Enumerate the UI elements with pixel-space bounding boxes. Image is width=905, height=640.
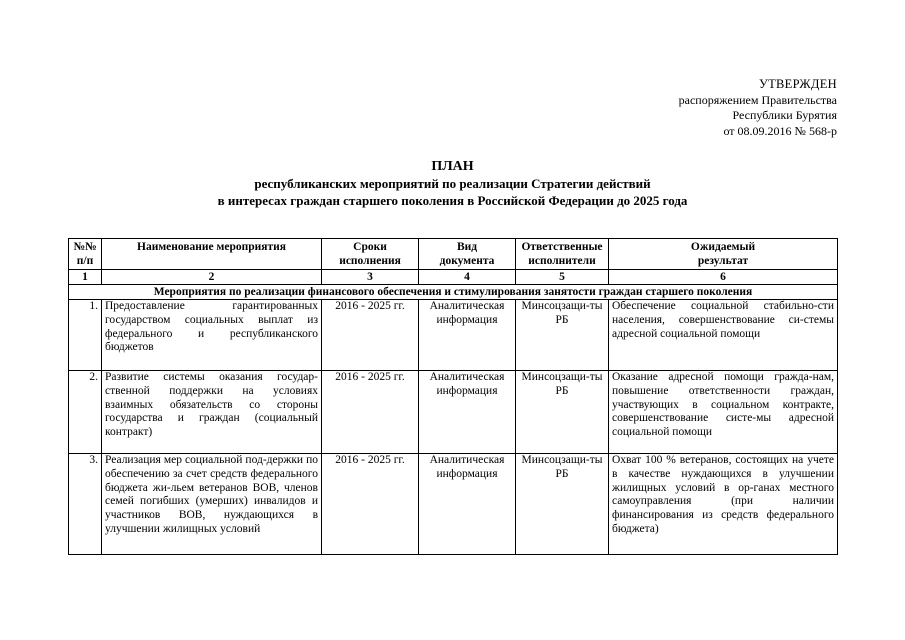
- section-row: [69, 285, 838, 300]
- header-result-line: Ожидаемый: [690, 241, 756, 253]
- approval-line: распоряжением Правительства: [678, 92, 837, 107]
- row-number: 2.: [69, 371, 102, 454]
- row-number: 1.: [69, 300, 102, 371]
- header-resp-line: Ответственные: [521, 241, 603, 253]
- column-number: 5: [516, 270, 609, 285]
- header-num: [69, 239, 102, 270]
- table-row: [69, 454, 838, 555]
- table-header-row: [69, 239, 838, 270]
- row-name: Предоставление гарантированных государством социальных выплат из федерального и республиканского бюджетов: [102, 300, 322, 371]
- row-name: Реализация мер социальной под-держки по обеспечению за счет средств федерального бюджета жи-льем ветеранов ВОВ, членов семей погибших (умерших) инвалидов и участников ВОВ, нуждающихся в улучшении жилищных условий: [102, 454, 322, 555]
- column-number: 4: [419, 270, 516, 285]
- row-term: 2016 - 2025 гг.: [322, 454, 419, 555]
- header-name: [102, 239, 322, 270]
- header-result-line: результат: [697, 254, 749, 267]
- document-subtitle: в интересах граждан старшего поколения в Российской Федерации до 2025 года: [217, 193, 688, 208]
- column-number: 3: [322, 270, 419, 285]
- approval-title: УТВЕРЖДЕН: [758, 77, 837, 91]
- row-responsible: Минсоцзащи-ты РБ: [516, 454, 609, 555]
- row-term: 2016 - 2025 гг.: [322, 300, 419, 371]
- header-term: [322, 239, 419, 270]
- row-responsible: Минсоцзащи-ты РБ: [516, 300, 609, 371]
- approval-date: от 08.09.2016 № 568-р: [723, 123, 837, 138]
- header-name-text: Наименование мероприятия: [137, 241, 286, 253]
- header-doc: [419, 239, 516, 270]
- row-doc: Аналитическая информация: [419, 300, 516, 371]
- row-result: Обеспечение социальной стабильно-сти населения, совершенствование си-стемы адресной социальной помощи: [609, 300, 838, 371]
- approval-stamp: [679, 77, 837, 139]
- section-title: Мероприятия по реализации финансового обеспечения и стимулирования занятости граждан старшего поколения: [69, 285, 838, 300]
- document-heading: [0, 158, 905, 209]
- header-num-line: п/п: [76, 254, 94, 267]
- row-result: Охват 100 % ветеранов, состоящих на учете в качестве нуждающихся в улучшении жилищных условий в ор-ганах местного самоуправления (при наличии финансирования из средств федерального бюджета): [609, 454, 838, 555]
- column-number: 2: [102, 270, 322, 285]
- header-num-line: №№: [73, 241, 97, 253]
- header-doc-line: Вид: [456, 241, 478, 253]
- row-term: 2016 - 2025 гг.: [322, 371, 419, 454]
- table-row: [69, 371, 838, 454]
- row-doc: Аналитическая информация: [419, 371, 516, 454]
- column-number: 1: [69, 270, 102, 285]
- approval-line: Республики Бурятия: [732, 108, 837, 122]
- column-number: 6: [609, 270, 838, 285]
- header-term-line: Сроки: [353, 241, 387, 253]
- document-title: ПЛАН: [431, 159, 474, 174]
- plan-table: [68, 238, 838, 555]
- row-doc: Аналитическая информация: [419, 454, 516, 555]
- header-result: [609, 239, 838, 270]
- row-number: 3.: [69, 454, 102, 555]
- row-responsible: Минсоцзащи-ты РБ: [516, 371, 609, 454]
- document-subtitle: республиканских мероприятий по реализации Стратегии действий: [254, 176, 651, 191]
- row-name: Развитие системы оказания государ-ственной поддержки на условиях взаимных обязательств со стороны государства и граждан (социальный контракт): [102, 371, 322, 454]
- header-doc-line: документа: [439, 254, 495, 267]
- header-term-line: исполнения: [339, 254, 401, 267]
- header-resp-line: исполнители: [528, 254, 596, 267]
- row-result: Оказание адресной помощи гражда-нам, повышение ответственности граждан, участвующих в социальном контракте, совершенствование систе-мы адресной социальной помощи: [609, 371, 838, 454]
- table-row: [69, 300, 838, 371]
- column-numbers-row: [69, 270, 838, 285]
- header-resp: [516, 239, 609, 270]
